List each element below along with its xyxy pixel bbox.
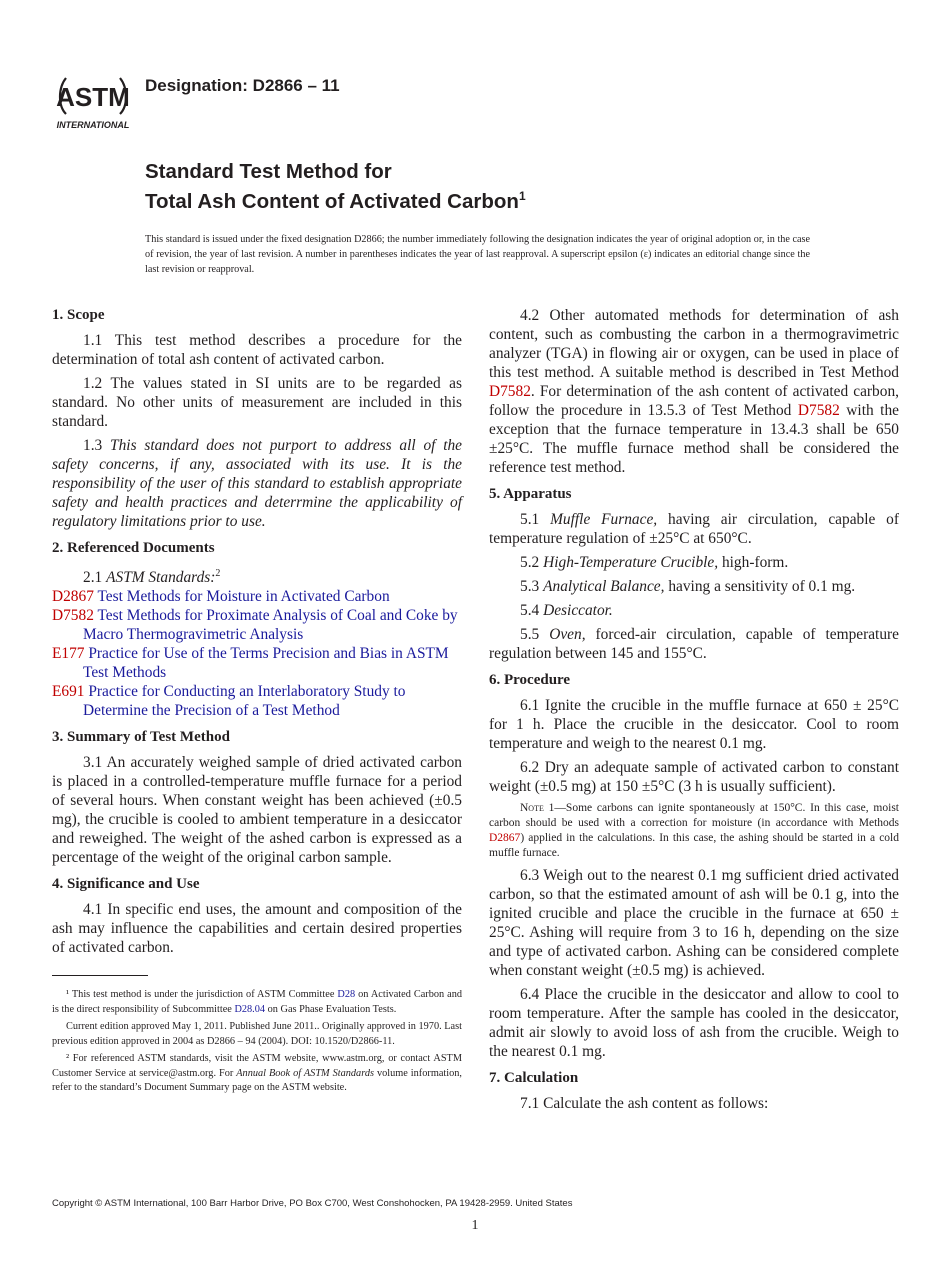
footnote-text: on Activated Carbon and is the direct responsibility of Subcommittee — [52, 989, 462, 1015]
footnote-text: on Gas Phase Evaluation Tests. — [265, 1003, 397, 1015]
reference-item[interactable] — [52, 644, 462, 682]
footnote-italic: Annual Book of ASTM Standards — [236, 1067, 374, 1079]
paragraph-text: with the exception that the furnace temperature in 13.4.3 shall be 650 ±25°C. The muffle furnace method shall be considered the reference test method. — [489, 402, 899, 476]
paragraph-number: 1.3 — [83, 437, 103, 454]
note-text: ) applied in the calculations. In this case, the ashing should be started in a cold muffle furnace. — [489, 832, 899, 859]
designation: Designation: D2866 – 11 — [145, 76, 340, 95]
paragraph-6-4: 6.4 Place the crucible in the desiccator and allow to cool to room temperature. After the sample has cooled in the desiccator, admit air slowly to avoid loss of ash from the crucible. Weigh to the nearest 0.1 mg. — [489, 986, 899, 1060]
apparatus-desc: high-form. — [718, 554, 789, 571]
document-title — [145, 160, 526, 214]
apparatus-desc: forced-air circulation, capable of temperature regulation between 145 and 155°C. — [489, 626, 899, 662]
paragraph-number: 5.2 — [520, 554, 540, 571]
title-text: Total Ash Content of Activated Carbon — [145, 189, 519, 213]
reference-title[interactable]: Practice for Conducting an Interlaboratory Study to Determine the Precision of a Test Method — [83, 683, 406, 720]
title-line-2 — [145, 184, 526, 214]
astm-logo — [52, 62, 134, 130]
paragraph-7-1: 7.1 Calculate the ash content as follows: — [520, 1095, 769, 1112]
apparatus-term: High-Temperature Crucible, — [543, 554, 719, 571]
reference-code[interactable]: E177 — [52, 645, 85, 663]
paragraph-5-2 — [489, 553, 899, 572]
paragraph-6-2: 6.2 Dry an adequate sample of activated carbon to constant weight (±0.5 mg) at 150 ±5°C (3 h is usually sufficient). — [489, 759, 899, 795]
reference-item[interactable] — [52, 682, 462, 720]
page-number: 1 — [471, 1218, 479, 1233]
footnote-1 — [52, 988, 462, 1017]
reference-title[interactable]: Test Methods for Moisture in Activated Carbon — [97, 588, 390, 606]
copyright: Copyright © ASTM International, 100 Barr Harbor Drive, PO Box C700, West Conshohocken, PA 19428-2959. United States — [52, 1198, 573, 1209]
paragraph-5-1 — [489, 510, 899, 548]
section-heading-procedure: 6. Procedure — [489, 672, 571, 688]
reference-title[interactable]: Test Methods for Proximate Analysis of Coal and Coke by Macro Thermogravimetric Analysis — [83, 607, 458, 644]
paragraph-4-2 — [489, 306, 899, 477]
paragraph-text: 4.2 Other automated methods for determination of ash content, such as combusting the carbon in a thermogravimetric analyzer (TGA) in flowing air or oxygen, can be used in place of this test method. A suitable method is described in Test Method — [489, 307, 899, 381]
section-heading-significance: 4. Significance and Use — [52, 876, 200, 893]
subcommittee-link[interactable]: D28.04 — [234, 1003, 266, 1015]
note-text: —Some carbons can ignite spontaneously at 150°C. In this case, moist carbon should be used with a correction for moisture (in accordance with Methods — [489, 802, 899, 829]
left-column — [52, 306, 462, 962]
reference-code[interactable]: D7582 — [52, 607, 94, 625]
paragraph-5-3 — [489, 577, 899, 596]
paragraph-number: 2.1 — [83, 569, 103, 587]
paragraph-1-2: 1.2 The values stated in SI units are to be regarded as standard. No other units of measurement are included in this standard. — [52, 375, 462, 430]
paragraph-5-4 — [489, 601, 899, 620]
reference-title[interactable]: Practice for Use of the Terms Precision and Bias in ASTM Test Methods — [83, 645, 449, 682]
reference-code[interactable]: D2867 — [52, 588, 94, 606]
section-heading-scope: 1. Scope — [52, 307, 105, 323]
astm-standards-label: ASTM Standards: — [106, 569, 216, 587]
reference-item[interactable] — [52, 587, 462, 606]
reference-item[interactable] — [52, 606, 462, 644]
footnote-edition: Current edition approved May 1, 2011. Published June 2011.. Originally approved in 1970. Last previous edition approved in 2004 as D2866 – 94 (2004). DOI: 10.1520/D2866-11. — [52, 1021, 462, 1047]
section-heading-calculation: 7. Calculation — [489, 1070, 579, 1086]
apparatus-term: Desiccator. — [543, 602, 613, 619]
paragraph-5-5 — [489, 625, 899, 663]
apparatus-term: Oven, — [549, 626, 586, 643]
paragraph-number: 5.5 — [520, 626, 540, 643]
footnote-text: ² For referenced ASTM standards, visit the ASTM website, www.astm.org, or contact ASTM Customer Service at service@astm.org. For — [52, 1053, 462, 1079]
apparatus-desc: having air circulation, capable of temperature regulation of ±25°C at 650°C. — [489, 511, 900, 547]
footnote-rule — [52, 975, 148, 976]
apparatus-term: Analytical Balance, — [543, 578, 665, 595]
paragraph-number: 5.3 — [520, 578, 540, 595]
paragraph-number: 5.4 — [520, 602, 540, 619]
paragraph-1-3 — [52, 436, 462, 531]
footnote-2 — [52, 1052, 462, 1096]
logo-text: ASTM — [56, 82, 130, 112]
note-1 — [489, 801, 899, 861]
title-line-1: Standard Test Method for — [145, 160, 392, 183]
paragraph-number: 5.1 — [520, 511, 540, 528]
paragraph-6-3: 6.3 Weigh out to the nearest 0.1 mg sufficient dried activated carbon, so that the estimated amount of ash will be 0.1 g, into the ignited crucible and place the crucible in the furnace at 650 ± 25°C. Ashing will require from 3 to 16 h, depending on the size and type of activated carbon. Ashing can be considered complete when constant weight (±0.5 mg) is achieved. — [489, 867, 899, 979]
apparatus-desc: having a sensitivity of 0.1 mg. — [664, 578, 856, 595]
footnotes — [52, 988, 462, 1099]
reference-link-d7582[interactable]: D7582 — [489, 383, 531, 400]
reference-link-d2867[interactable]: D2867 — [489, 832, 521, 844]
footnote-text: volume information, refer to the standard’s Document Summary page on the ASTM website. — [52, 1067, 462, 1093]
section-heading-summary: 3. Summary of Test Method — [52, 729, 230, 746]
section-heading-refdocs: 2. Referenced Documents — [52, 540, 215, 556]
paragraph-6-1: 6.1 Ignite the crucible in the muffle furnace at 650 ± 25°C for 1 h. Place the crucible in the desiccator. Cool to room temperature and weigh to the nearest 0.1 mg. — [489, 697, 899, 752]
committee-link[interactable]: D28 — [337, 989, 356, 1000]
note-label: Note 1 — [520, 802, 555, 814]
paragraph-4-1: 4.1 In specific end uses, the amount and composition of the ash may influence the capabilities and certain desired properties of activated carbon. — [52, 901, 462, 957]
title-footnote-marker: 1 — [518, 189, 526, 203]
footnote-text: ¹ This test method is under the jurisdiction of ASTM Committee — [66, 989, 338, 1000]
right-column — [489, 306, 899, 1118]
logo-subtext: INTERNATIONAL — [56, 120, 130, 130]
paragraph-2-1 — [52, 564, 462, 587]
section-heading-apparatus: 5. Apparatus — [489, 486, 572, 502]
paragraph-text: . For determination of the ash content of activated carbon, follow the procedure in 13.5.3 of Test Method — [489, 383, 899, 419]
apparatus-term: Muffle Furnace, — [550, 511, 658, 528]
reference-code[interactable]: E691 — [52, 683, 85, 701]
reference-link-d7582[interactable]: D7582 — [797, 402, 840, 419]
footnote-marker-2: 2 — [215, 568, 221, 579]
paragraph-3-1: 3.1 An accurately weighed sample of dried activated carbon is placed in a controlled-temperature muffle furnace for a period of several hours. When constant weight has been achieved (±0.5 mg), the crucible is cooled to ambient temperature in a desiccator and reweighed. The weight of the ashed carbon is expressed as a percentage of the weight of the original carbon sample. — [52, 754, 462, 867]
paragraph-1-1: 1.1 This test method describes a procedure for the determination of total ash content of activated carbon. — [52, 332, 462, 368]
paragraph-1-3-text: This standard does not purport to address all of the safety concerns, if any, associated with its use. It is the responsibility of the user of this standard to establish appropriate safety and health practices and deterrmine the applicability of regulatory limitations prior to use. — [52, 437, 462, 530]
preamble: This standard is issued under the fixed designation D2866; the number immediately following the designation indicates the year of original adoption or, in the case of revision, the year of last revision. A number in parentheses indicates the year of last reapproval. A superscript epsilon (ε) indicates an editorial change since the last revision or reapproval. — [145, 234, 810, 275]
